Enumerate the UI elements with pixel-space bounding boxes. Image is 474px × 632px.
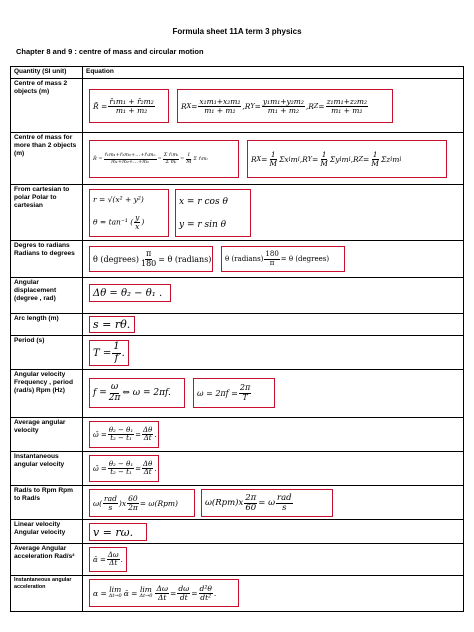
formula-box: R̄ = r̄₁m₁+r̄₂m₂+…+r̄ₙmₙ m₁+m₂+…+mₙ = Σ r̄ᵢmᵢ Σ mᵢ = 1 M Σ r̄ᵢmᵢ bbox=[89, 140, 239, 178]
quantity-cell: Instantaneous angular acceleration bbox=[11, 576, 83, 612]
equation-cell bbox=[83, 185, 464, 241]
formula-box: ᾱ = Δω Δt . bbox=[89, 547, 127, 572]
quantity-cell: Centre of mass 2 objects (m) bbox=[11, 79, 83, 133]
equation-cell bbox=[83, 370, 464, 418]
equation-cell bbox=[83, 520, 464, 544]
table-row bbox=[11, 452, 464, 486]
header-equation: Equation bbox=[83, 67, 464, 79]
formula-box: s = rθ. bbox=[89, 316, 135, 333]
formula-box: θ (radians) 180 π = θ (degrees) bbox=[221, 246, 345, 272]
equation-cell bbox=[83, 576, 464, 612]
table-row bbox=[11, 576, 464, 612]
table-header-row bbox=[11, 67, 464, 79]
formula-box: f = ω 2π ⇔ ω = 2πf. bbox=[89, 378, 185, 408]
formula-box: r = √(x² + y²) θ = tan⁻¹ ( $\frac{y}{x}$ ) bbox=[89, 189, 169, 237]
formula-box: ω = 2πf = 2π T bbox=[193, 378, 275, 408]
quantity-cell: Rad/s to Rpm Rpm to Rad/s bbox=[11, 486, 83, 520]
equation-cell bbox=[83, 278, 464, 314]
equation-cell bbox=[83, 544, 464, 576]
header-quantity: Quantity (SI unit) bbox=[11, 67, 83, 79]
quantity-cell: Degres to radians Radians to degrees bbox=[11, 241, 83, 278]
formula-box: R X = 1 M Σx i m i ,R Y = 1 M Σy i m i ,R Z = 1 M Σz i m i bbox=[247, 140, 447, 178]
table-row bbox=[11, 79, 464, 133]
equation-cell bbox=[83, 418, 464, 452]
formula-table bbox=[10, 66, 464, 612]
equation-cell bbox=[83, 314, 464, 336]
formula-box: α = lim Δt→0 ᾱ = lim Δt→0 Δω Δt = dω dt = d²θ dt² . bbox=[89, 579, 239, 607]
quantity-cell: Instantaneous angular velocity bbox=[11, 452, 83, 486]
formula-box: ω(Rpm)x 2π 60 = ω rad s bbox=[201, 489, 333, 517]
document-title: Formula sheet 11A term 3 physics bbox=[172, 27, 302, 36]
formula-box: ω( rad s )x 60 2π = ω(Rpm) bbox=[89, 489, 195, 517]
quantity-cell: Angular displacement (degree , rad) bbox=[11, 278, 83, 314]
formula-box: ω̄ = θ₂ − θ₁ t₂ − t₁ = Δθ Δt . bbox=[89, 455, 159, 482]
equation-cell bbox=[83, 486, 464, 520]
quantity-cell: Angular velocity Frequency , period (rad/s) Rpm (Hz) bbox=[11, 370, 83, 418]
table-row bbox=[11, 370, 464, 418]
equation-cell bbox=[83, 133, 464, 185]
equation-cell bbox=[83, 241, 464, 278]
formula-box: θ (degrees) π 180 = θ (radians) bbox=[89, 246, 213, 272]
equation-cell bbox=[83, 79, 464, 133]
table-row bbox=[11, 486, 464, 520]
quantity-cell: Centre of mass for more than 2 objects (m) bbox=[11, 133, 83, 185]
table-row bbox=[11, 314, 464, 336]
quantity-cell: Arc length (m) bbox=[11, 314, 83, 336]
table-row bbox=[11, 278, 464, 314]
quantity-cell: Linear velocity Angular velocity bbox=[11, 520, 83, 544]
quantity-cell: Average angular velocity bbox=[11, 418, 83, 452]
table-row bbox=[11, 544, 464, 576]
equation-cell bbox=[83, 452, 464, 486]
quantity-cell: From cartesian to polar Polar to cartesian bbox=[11, 185, 83, 241]
table-row bbox=[11, 185, 464, 241]
table-row bbox=[11, 418, 464, 452]
formula-box: R̄ = r̄₁m₁ + r̄₂m₂ m₁ + m₂ bbox=[89, 89, 169, 123]
quantity-cell: Period (s) bbox=[11, 336, 83, 370]
table-row bbox=[11, 520, 464, 544]
formula-box: T = 1 f . bbox=[89, 340, 129, 366]
chapter-heading: Chapter 8 and 9 : centre of mass and circular motion bbox=[16, 47, 204, 56]
quantity-cell: Average Angular acceleration Rad/s² bbox=[11, 544, 83, 576]
formula-box: Δθ = θ₂ − θ₁ . bbox=[89, 284, 171, 302]
formula-box: ω̄ = θ₂ − θ₁ t₂ − t₁ = Δθ Δt . bbox=[89, 421, 159, 448]
equation-cell bbox=[83, 336, 464, 370]
formula-box: R X = x₁m₁+x₂m₂ m₁ + m₂ ,R Y = y₁m₁+y₂m₂ m₁ + m₂ ,R Z = z₁m₁+z₂m₂ m₁ + m₂ bbox=[177, 89, 393, 123]
table-row bbox=[11, 133, 464, 185]
formula-box: x = r cos θ y = r sin θ bbox=[175, 189, 251, 237]
table-row bbox=[11, 336, 464, 370]
table-row bbox=[11, 241, 464, 278]
formula-box: v = rω. bbox=[89, 523, 147, 541]
